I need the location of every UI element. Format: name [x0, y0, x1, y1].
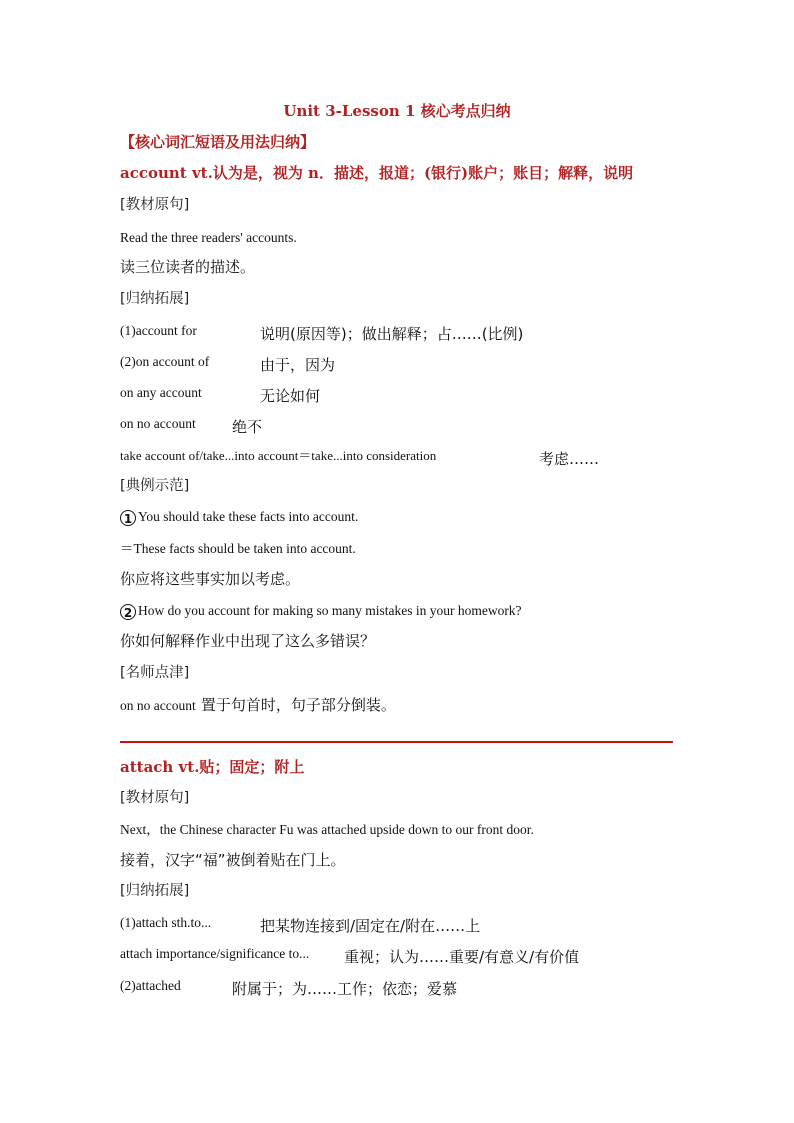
phrase-zh: 把某物连接到/固定在/附在……上 [260, 917, 481, 935]
circled-number: 2 [120, 604, 136, 620]
textbook-sentence-en: Read the three readers' accounts. [120, 230, 297, 245]
example-2-zh: 你如何解释作业中出现了这么多错误？ [120, 632, 376, 650]
textbook-sentence-en: Next，the Chinese character Fu was attached upside down to our front door. [120, 822, 534, 837]
section-header: 【核心词汇短语及用法归纳】 [120, 133, 316, 151]
circled-number: 1 [120, 510, 136, 526]
phrase-en: on any account [120, 385, 202, 400]
tip-zh: 置于句首时，句子部分倒装。 [200, 696, 396, 714]
phrase-zh: 绝不 [232, 418, 263, 436]
example-1-alt: ＝These facts should be taken into account. [120, 541, 356, 556]
example-1 [120, 510, 358, 526]
tag-textbook-sentence: [教材原句] [120, 197, 190, 213]
phrase-zh: 附属于；为……工作；依恋；爱慕 [232, 980, 458, 998]
phrase-en: (2)attached [120, 978, 181, 993]
tip-en: on no account [120, 698, 196, 713]
example-1-zh: 你应将这些事实加以考虑。 [120, 570, 301, 588]
phrase-zh: 由于，因为 [260, 356, 336, 374]
phrase-en: take account of/take...into account＝take...into consideration [120, 448, 437, 463]
phrase-en: on no account [120, 416, 196, 431]
entry-heading-attach: attach vt.贴；固定；附上 [120, 758, 305, 776]
phrase-en: (1)account for [120, 323, 197, 338]
phrase-zh: 考虑…… [539, 450, 600, 468]
tag-teacher-tips: [名师点津] [120, 665, 190, 681]
tag-typical-examples: [典例示范] [120, 478, 190, 494]
phrase-zh: 重视；认为……重要/有意义/有价值 [344, 948, 580, 966]
phrase-zh: 无论如何 [260, 387, 321, 405]
phrase-en: (2)on account of [120, 354, 210, 369]
teacher-tip [120, 697, 396, 713]
tag-summary-expansion: [归纳拓展] [120, 883, 190, 899]
entry-heading-account: account vt.认为是，视为 n．描述，报道；(银行)账户；账目；解释，说明 [120, 164, 634, 182]
example-2-en: How do you account for making so many mistakes in your homework? [138, 603, 522, 618]
textbook-sentence-zh: 接着，汉字“福”被倒着贴在门上。 [120, 851, 346, 869]
example-2 [120, 604, 522, 620]
phrase-en: (1)attach sth.to... [120, 915, 212, 930]
section-divider [120, 741, 673, 743]
phrase-zh: 说明(原因等)；做出解释；占……(比例) [260, 325, 524, 343]
tag-summary-expansion: [归纳拓展] [120, 291, 190, 307]
example-1-en: You should take these facts into account. [138, 509, 359, 524]
textbook-sentence-zh: 读三位读者的描述。 [120, 258, 256, 276]
tag-textbook-sentence: [教材原句] [120, 790, 190, 806]
phrase-en: attach importance/significance to... [120, 946, 310, 961]
page-title: Unit 3-Lesson 1 核心考点归纳 [283, 102, 511, 120]
